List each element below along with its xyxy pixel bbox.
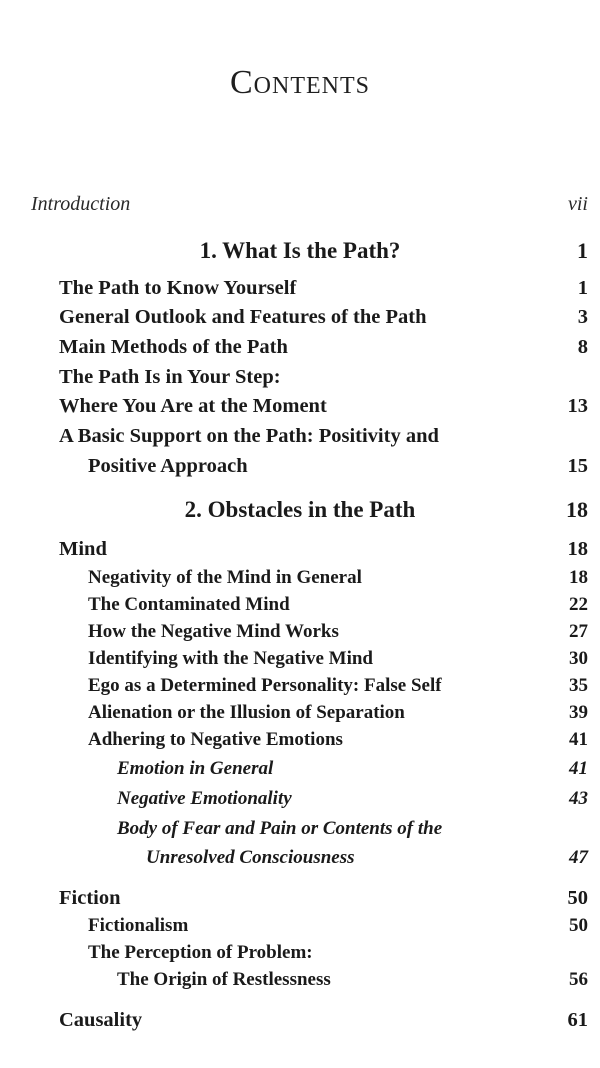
toc-entry[interactable] — [0, 788, 600, 818]
page-title: Contents — [229, 64, 370, 101]
toc-entry-page: 41 — [569, 729, 588, 750]
toc-entry-title: The Path Is in Your Step: — [59, 366, 281, 388]
toc-entry[interactable] — [0, 675, 600, 705]
toc-entry-page: 61 — [567, 1009, 588, 1031]
toc-entry-title: How the Negative Mind Works — [88, 621, 339, 642]
toc-entry-title: Emotion in General — [117, 758, 274, 779]
toc-entry-title: Body of Fear and Pain or Contents of the — [117, 818, 443, 839]
toc-entry-title: A Basic Support on the Path: Positivity and — [59, 425, 439, 447]
toc-entry-page: 1 — [577, 238, 588, 263]
toc-chapter-2[interactable] — [0, 497, 600, 527]
toc-entry[interactable] — [0, 594, 600, 624]
toc-entry[interactable] — [0, 336, 600, 366]
toc-entry-title: Adhering to Negative Emotions — [88, 729, 343, 750]
toc-entry-page: 39 — [569, 702, 588, 723]
toc-entry-title: The Perception of Problem: — [88, 942, 313, 963]
toc-entry-page: 27 — [569, 621, 588, 642]
toc-entry-title: General Outlook and Features of the Path — [59, 306, 427, 328]
toc-entry-page: 30 — [569, 648, 588, 669]
toc-entry-page: 41 — [569, 758, 588, 779]
toc-entry[interactable] — [0, 621, 600, 651]
toc-entry[interactable] — [0, 366, 600, 396]
toc-entry-page: 50 — [569, 915, 588, 936]
toc-chapter-title: 2. Obstacles in the Path — [184, 497, 416, 522]
toc-entry[interactable] — [0, 969, 600, 999]
toc-entry[interactable] — [0, 758, 600, 788]
toc-entry-page: 1 — [577, 277, 588, 299]
toc-section-fiction[interactable] — [0, 887, 600, 917]
toc-entry-title: The Origin of Restlessness — [117, 969, 331, 990]
toc-entry-page: 15 — [567, 455, 588, 477]
toc-entry-title: Identifying with the Negative Mind — [88, 648, 373, 669]
toc-entry-title: The Path to Know Yourself — [59, 277, 297, 299]
toc-entry-title: Negativity of the Mind in General — [88, 567, 362, 588]
toc-entry-page: 3 — [577, 306, 588, 328]
toc-section-causality[interactable] — [0, 1009, 600, 1039]
toc-entry-page: 43 — [569, 788, 588, 809]
toc-entry-page: 18 — [569, 567, 588, 588]
toc-entry-title: Negative Emotionality — [117, 788, 292, 809]
toc-entry[interactable] — [0, 942, 600, 972]
toc-entry-title: Main Methods of the Path — [59, 336, 288, 358]
toc-entry-page: 13 — [567, 395, 588, 417]
toc-entry-page: 18 — [566, 497, 588, 522]
toc-entry-page: 8 — [577, 336, 588, 358]
toc-entry-title: Fiction — [59, 887, 121, 909]
toc-entry-title: Mind — [59, 538, 107, 560]
toc-entry-title: Alienation or the Illusion of Separation — [88, 702, 405, 723]
toc-section-mind[interactable] — [0, 538, 600, 568]
toc-entry[interactable] — [0, 702, 600, 732]
toc-entry-title: The Contaminated Mind — [88, 594, 290, 615]
toc-entry-title: Fictionalism — [88, 915, 189, 936]
toc-entry[interactable] — [0, 395, 600, 425]
toc-entry-title: Causality — [59, 1009, 143, 1031]
toc-entry-title: Where You Are at the Moment — [59, 395, 327, 417]
toc-entry-title: Introduction — [31, 193, 131, 215]
toc-entry-introduction[interactable] — [0, 193, 600, 223]
toc-entry[interactable] — [0, 847, 600, 877]
toc-entry-page: 47 — [569, 847, 588, 868]
toc-entry-page: 35 — [569, 675, 588, 696]
toc-entry-title: Unresolved Consciousness — [146, 847, 355, 868]
toc-entry[interactable] — [0, 648, 600, 678]
toc-chapter-1[interactable] — [0, 238, 600, 268]
toc-entry[interactable] — [0, 306, 600, 336]
toc-chapter-title: 1. What Is the Path? — [199, 238, 401, 263]
toc-entry[interactable] — [0, 277, 600, 307]
toc-entry-page: 50 — [567, 887, 588, 909]
toc-entry-page: 22 — [569, 594, 588, 615]
toc-entry-title: Ego as a Determined Personality: False Self — [88, 675, 442, 696]
toc-entry-title: Positive Approach — [88, 455, 248, 477]
toc-entry-page: 56 — [569, 969, 588, 990]
toc-entry-page: vii — [568, 193, 588, 215]
toc-entry[interactable] — [0, 455, 600, 485]
toc-entry-page: 18 — [567, 538, 588, 560]
toc-entry[interactable] — [0, 818, 600, 848]
toc-entry[interactable] — [0, 425, 600, 455]
toc-entry[interactable] — [0, 915, 600, 945]
toc-entry[interactable] — [0, 567, 600, 597]
toc-entry[interactable] — [0, 729, 600, 759]
